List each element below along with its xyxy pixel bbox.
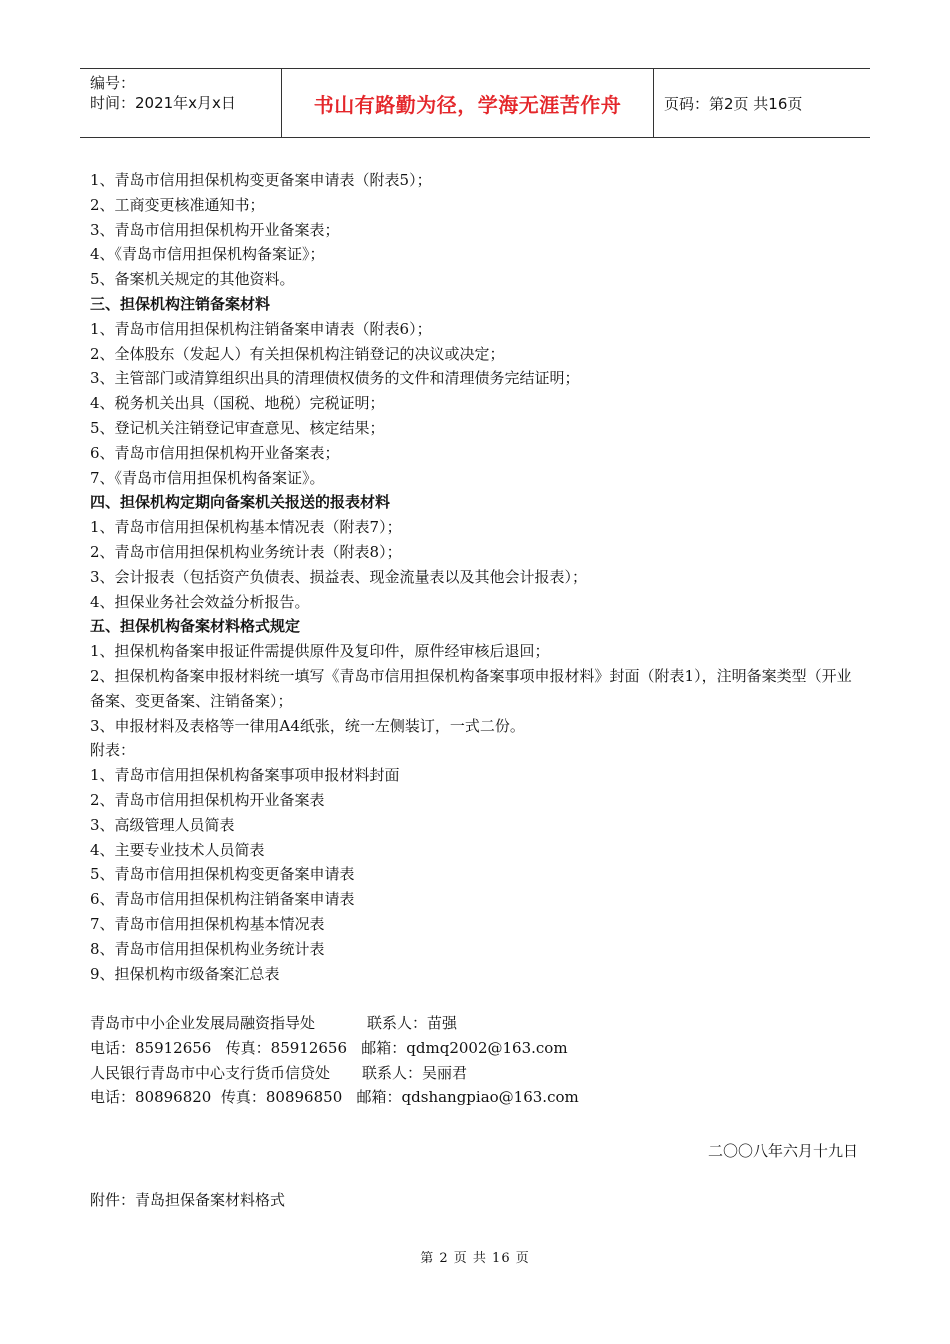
document-number-label: 编号： [90,74,136,92]
contact-org: 人民银行青岛市中心支行货币信贷处 [90,1063,331,1082]
list-item: 3、申报材料及表格等一律用A4纸张，统一左侧装订，一式二份。 [90,716,525,735]
spacer [90,986,865,1011]
list-item: 7、青岛市信用担保机构基本情况表 [90,914,325,933]
list-item: 1、担保机构备案申报证件需提供原件及复印件，原件经审核后退回； [90,642,550,661]
list-item: 1、青岛市信用担保机构变更备案申请表（附表5）； [90,171,432,189]
header-motto: 书山有路勤为径，学海无涯苦作舟 [313,92,622,117]
list-item: 6、青岛市信用担保机构开业备案表； [90,443,340,462]
list-item: 5、登记机关注销登记审查意见、核定结果； [90,418,385,437]
header-motto-cell [282,69,654,137]
attachment-note: 附件：青岛担保备案材料格式 [90,1191,286,1209]
contact-org: 青岛市中小企业发展局融资指导处 [90,1014,316,1033]
list-item: 3、青岛市信用担保机构开业备案表； [90,220,340,239]
list-item: 3、会计报表（包括资产负债表、损益表、现金流量表以及其他会计报表）； [90,567,588,586]
appendix-heading: 附表： [90,741,136,760]
list-item: 2、青岛市信用担保机构开业备案表 [90,790,325,809]
contact-line: 电话：85912656 传真：85912656 邮箱：qdmq2002@163.com [90,1038,568,1057]
list-item: 2、担保机构备案申报材料统一填写《青岛市信用担保机构备案事项申报材料》封面（附表1），注明备案类型（开业备案、变更备案、注销备案）； [90,666,852,710]
header-page-cell [654,69,870,137]
list-item: 2、全体股东（发起人）有关担保机构注销登记的决议或决定； [90,344,505,363]
list-item: 3、高级管理人员简表 [90,815,235,834]
list-item: 1、青岛市信用担保机构注销备案申请表（附表6）； [90,319,432,338]
contact-line [90,1061,865,1086]
header-left-cell [80,69,282,137]
list-item: 8、青岛市信用担保机构业务统计表 [90,939,325,958]
document-date: 二〇〇八年六月十九日 [707,1142,858,1160]
list-item: 4、主要专业技术人员简表 [90,840,265,859]
list-item: 1、青岛市信用担保机构备案事项申报材料封面 [90,766,400,785]
list-item: 5、青岛市信用担保机构变更备案申请表 [90,865,355,884]
list-item: 1、青岛市信用担保机构基本情况表（附表7）； [90,518,402,537]
list-item: 2、青岛市信用担保机构业务统计表（附表8）； [90,542,402,561]
list-item: 3、主管部门或清算组织出具的清理债权债务的文件和清理债务完结证明； [90,369,580,388]
header-table [80,68,870,138]
list-item: 4、税务机关出具（国税、地税）完税证明； [90,394,385,413]
contact-person: 联系人：吴丽君 [362,1063,468,1082]
list-item: 4、《青岛市信用担保机构备案证》； [90,245,325,264]
contact-person: 联系人：苗强 [367,1014,458,1033]
list-item: 4、担保业务社会效益分析报告。 [90,592,310,611]
page-number-label: 页码：第2页 共16页 [664,94,803,113]
contact-line: 电话：80896820 传真：80896850 邮箱：qdshangpiao@163.com [90,1088,579,1107]
document-time-label: 时间：2021年x月x日 [90,94,236,112]
list-item: 6、青岛市信用担保机构注销备案申请表 [90,890,355,909]
document-body [90,168,865,1110]
contact-line [90,1011,865,1036]
section-heading: 五、担保机构备案材料格式规定 [90,617,301,636]
page-footer: 第 2 页 共 16 页 [420,1251,530,1266]
list-item: 9、担保机构市级备案汇总表 [90,964,280,983]
section-heading: 三、担保机构注销备案材料 [90,294,271,313]
section-heading: 四、担保机构定期向备案机关报送的报表材料 [90,493,391,512]
list-item: 7、《青岛市信用担保机构备案证》。 [90,468,325,487]
list-item: 2、工商变更核准通知书； [90,195,265,214]
list-item: 5、备案机关规定的其他资料。 [90,270,295,289]
